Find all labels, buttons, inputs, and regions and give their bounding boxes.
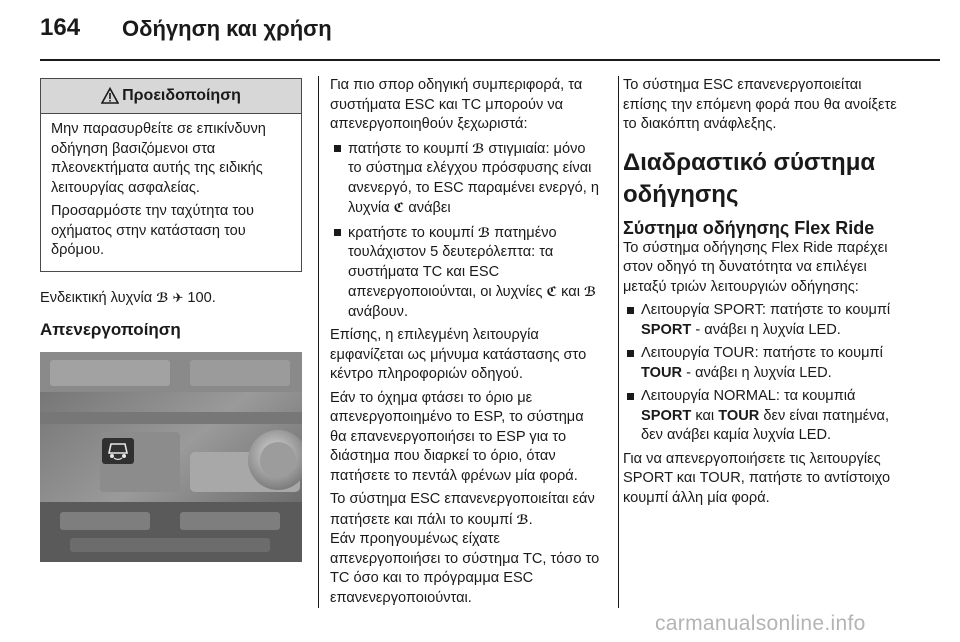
traction-off-icon: ℬ: [516, 511, 529, 527]
sport-button-label: SPORT: [641, 407, 692, 424]
dashboard-button-photo: [40, 352, 302, 562]
section-title: Διαδραστικό σύστημα οδήγησης: [623, 148, 876, 208]
indicator-reference: [40, 288, 302, 309]
list-text: ανάβει: [408, 200, 451, 216]
warning-title: Προειδοποίηση: [122, 87, 241, 104]
paragraph-text: .: [528, 511, 533, 528]
tour-button-label: TOUR: [641, 364, 683, 381]
subsection-title: Σύστημα οδήγησης Flex Ride: [623, 217, 875, 238]
col2-paragraph-reactivate: [330, 490, 602, 530]
list-text: πατήστε το κουμπί: [348, 140, 469, 157]
page-ref-icon: ✈: [172, 289, 184, 305]
col2-intro: Για πιο σπορ οδηγική συμπεριφορά, τα συστήματα ESC και TC μπορούν να απενεργοποιηθούν ξεχωριστά:: [330, 77, 583, 132]
chapter-title: Οδήγηση και χρήση: [122, 16, 332, 41]
list-item: [330, 223, 602, 323]
traction-off-icon: ℬ: [477, 224, 491, 240]
paragraph-text: Το σύστημα ESC επανενεργοποιείται εάν πατήσετε και πάλι το κουμπί: [330, 491, 595, 528]
esc-tc-list: [330, 139, 602, 323]
column-3: [623, 76, 905, 512]
list-text: Λειτουργία NORMAL: τα κουμπιά: [641, 388, 856, 404]
column-divider-1: [318, 76, 319, 608]
esc-indicator-icon: ℭ: [393, 200, 405, 215]
column-1: [40, 78, 302, 567]
list-text: Λειτουργία SPORT: πατήστε το κουμπί: [641, 302, 891, 318]
traction-off-icon: ℬ: [472, 140, 485, 156]
col2-paragraph-tc: Εάν προηγουμένως είχατε απενεργοποιήσει το σύστημα TC, τόσο το TC όσο και το πρόγραμμα ESC επανενεργοποιούνται.: [330, 531, 600, 606]
col3-paragraph-deact: Για να απενεργοποιήσετε τις λειτουργίες SPORT και TOUR, πατήστε το αντίστοιχο κουμπί άλλη μία φορά.: [623, 450, 891, 506]
list-text: και: [695, 407, 715, 424]
indicator-page: 100.: [187, 289, 216, 306]
warning-triangle-icon: [101, 87, 119, 105]
list-item: [623, 301, 905, 340]
col3-paragraph-next: Το σύστημα ESC επανενεργοποιείται επίσης την επόμενη φορά που θα ανοίξετε το διακόπτη ανάφλεξης.: [623, 77, 897, 132]
list-text: πατημένο τουλάχιστον 5 δευτερόλεπτα: τα συστήματα TC και ESC απενεργοποιούνται, οι λυχνίες: [348, 224, 557, 300]
esc-off-icon: ℬ: [584, 284, 597, 299]
warning-box: [40, 78, 302, 272]
drive-mode-list: [623, 301, 905, 446]
indicator-text: Ενδεικτική λυχνία: [40, 289, 153, 306]
list-text: Λειτουργία TOUR: πατήστε το κουμπί: [641, 345, 883, 361]
column-divider-2: [618, 76, 619, 608]
list-item: [330, 139, 602, 219]
watermark: carmanualsonline.info: [655, 612, 866, 635]
header-rule: [40, 59, 940, 61]
esc-indicator-icon: ℭ: [546, 284, 558, 299]
warning-text-2: Προσαρμόστε την ταχύτητα του οχήματος στην κατάσταση του δρόμου.: [51, 203, 255, 258]
deactivation-heading: Απενεργοποίηση: [40, 320, 181, 339]
traction-off-icon: ℬ: [156, 289, 169, 305]
list-text: - ανάβει η λυχνία LED.: [686, 364, 832, 381]
list-text: κρατήστε το κουμπί: [348, 224, 474, 241]
col2-paragraph-also: Επίσης, η επιλεγμένη λειτουργία εμφανίζεται ως μήνυμα κατάστασης στο κέντρο πληροφοριών οδηγού.: [330, 327, 587, 382]
col3-intro: Το σύστημα οδήγησης Flex Ride παρέχει στον οδηγό τη δυνατότητα να επιλέγει μεταξύ τριών λειτουργιών οδήγησης:: [623, 239, 888, 295]
list-text: στιγμιαία: μόνο το σύστημα ελέγχου πρόσφυσης είναι ανενεργό, το ESC παραμένει ενεργό, η λυχνία: [348, 140, 599, 216]
warning-header: [41, 79, 301, 114]
warning-text-1: Μην παρασυρθείτε σε επικίνδυνη οδήγηση βασιζόμενοι στα πλεονεκτήματα αυτής της ειδικής λειτουργίας ασφαλείας.: [51, 121, 266, 196]
list-text: ανάβουν.: [348, 303, 409, 320]
page-number: 164: [40, 14, 81, 41]
tour-button-label: TOUR: [718, 407, 760, 424]
col2-paragraph-limit: Εάν το όχημα φτάσει το όριο με απενεργοποιημένο το ESP, το σύστημα θα επανενεργοποιήσει το ESP για το διάστημα που διαρκεί το όριο, όταν πατήσετε το πεντάλ φρένων μία φορά.: [330, 389, 584, 484]
list-text: - ανάβει η λυχνία LED.: [695, 321, 841, 338]
sport-button-label: SPORT: [641, 321, 692, 338]
column-2: [330, 76, 602, 612]
list-item: [623, 344, 905, 383]
list-item: [623, 387, 905, 446]
list-text: δεν είναι πατημένα, δεν ανάβει καμία λυχνία LED.: [641, 407, 890, 443]
list-text: και: [561, 284, 580, 300]
